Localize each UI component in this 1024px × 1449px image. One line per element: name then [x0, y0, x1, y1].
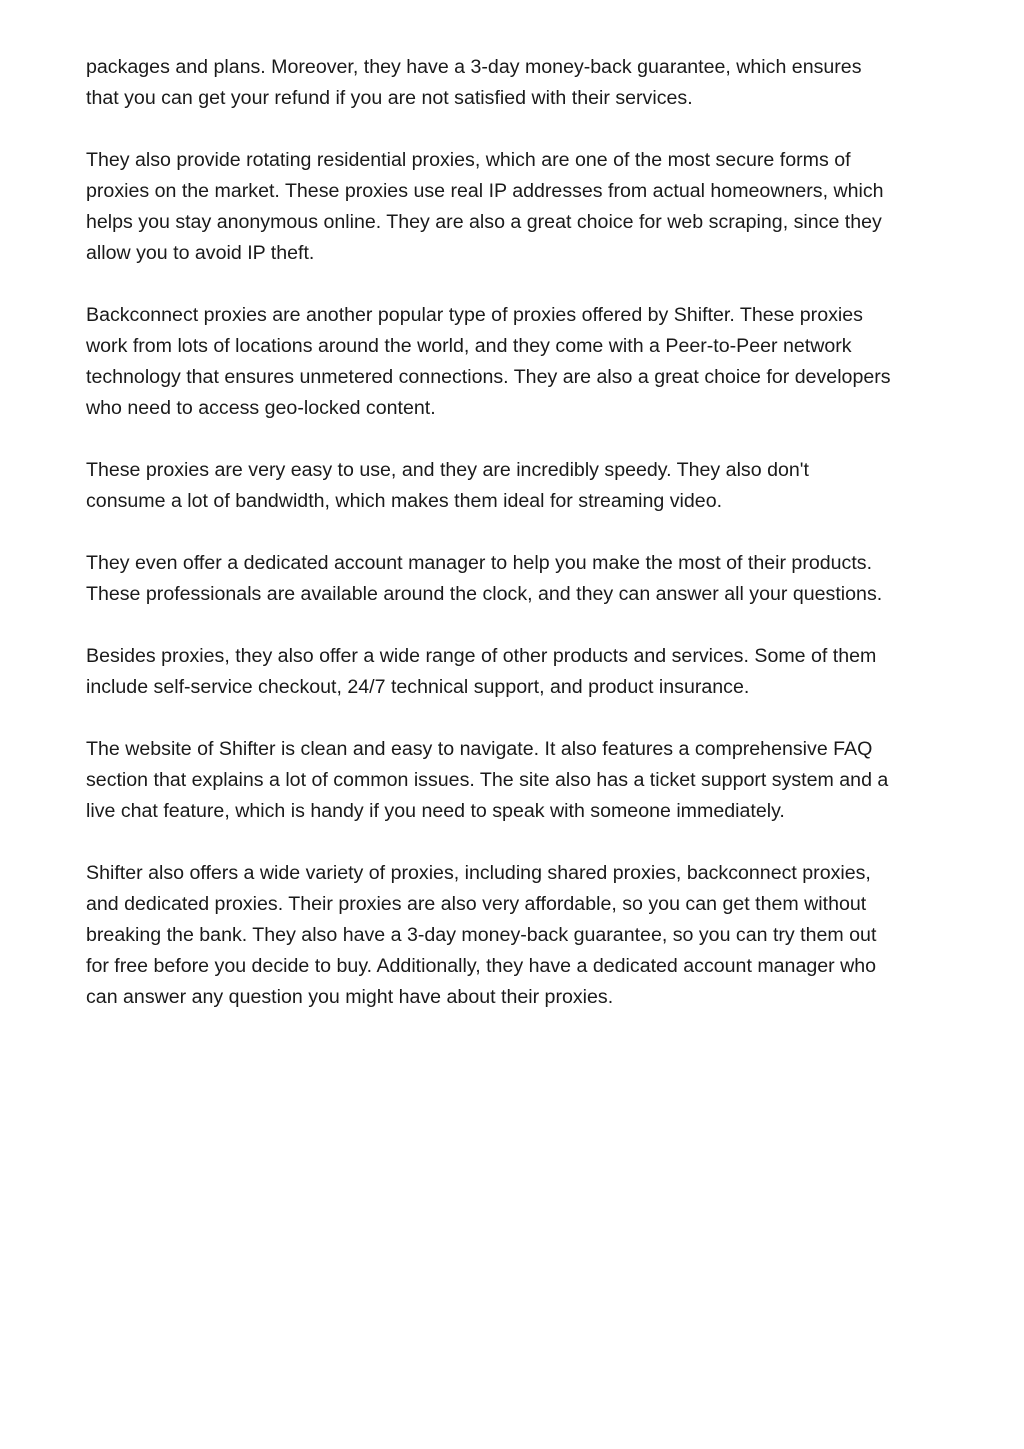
text-line: consume a lot of bandwidth, which makes them ideal for streaming video. [86, 490, 723, 512]
text-line: The website of Shifter is clean and easy to navigate. It also features a comprehensive FAQ [86, 738, 873, 760]
text-line: These professionals are available around the clock, and they can answer all your questions. [86, 583, 883, 605]
paragraph [86, 548, 942, 610]
paragraph [86, 52, 942, 114]
text-line: These proxies are very easy to use, and they are incredibly speedy. They also don't [86, 459, 809, 481]
paragraph [86, 734, 942, 827]
text-line: live chat feature, which is handy if you need to speak with someone immediately. [86, 800, 785, 822]
text-line: who need to access geo-locked content. [86, 397, 436, 419]
paragraph [86, 300, 942, 424]
text-line: Backconnect proxies are another popular type of proxies offered by Shifter. These proxies [86, 304, 863, 326]
paragraph [86, 145, 942, 269]
text-line: Besides proxies, they also offer a wide range of other products and services. Some of them [86, 645, 877, 667]
text-line: that you can get your refund if you are not satisfied with their services. [86, 87, 693, 109]
text-line: for free before you decide to buy. Additionally, they have a dedicated account manager who [86, 955, 877, 977]
text-line: breaking the bank. They also have a 3-day money-back guarantee, so you can try them out [86, 924, 877, 946]
text-line: and dedicated proxies. Their proxies are also very affordable, so you can get them without [86, 893, 867, 915]
text-line: helps you stay anonymous online. They are also a great choice for web scraping, since they [86, 211, 882, 233]
paragraph [86, 641, 942, 703]
text-line: allow you to avoid IP theft. [86, 242, 315, 264]
text-line: packages and plans. Moreover, they have a 3-day money-back guarantee, which ensures [86, 56, 862, 78]
text-line: include self-service checkout, 24/7 technical support, and product insurance. [86, 676, 750, 698]
text-line: They even offer a dedicated account manager to help you make the most of their products. [86, 552, 873, 574]
text-line: work from lots of locations around the world, and they come with a Peer-to-Peer network [86, 335, 852, 357]
paragraph [86, 455, 942, 517]
text-line: can answer any question you might have about their proxies. [86, 986, 614, 1008]
paragraph [86, 858, 942, 1013]
document-page [86, 52, 942, 1044]
text-line: They also provide rotating residential proxies, which are one of the most secure forms of [86, 149, 851, 171]
text-line: section that explains a lot of common issues. The site also has a ticket support system and a [86, 769, 889, 791]
text-line: Shifter also offers a wide variety of proxies, including shared proxies, backconnect proxies, [86, 862, 871, 884]
text-line: proxies on the market. These proxies use real IP addresses from actual homeowners, which [86, 180, 884, 202]
text-line: technology that ensures unmetered connections. They are also a great choice for developers [86, 366, 891, 388]
